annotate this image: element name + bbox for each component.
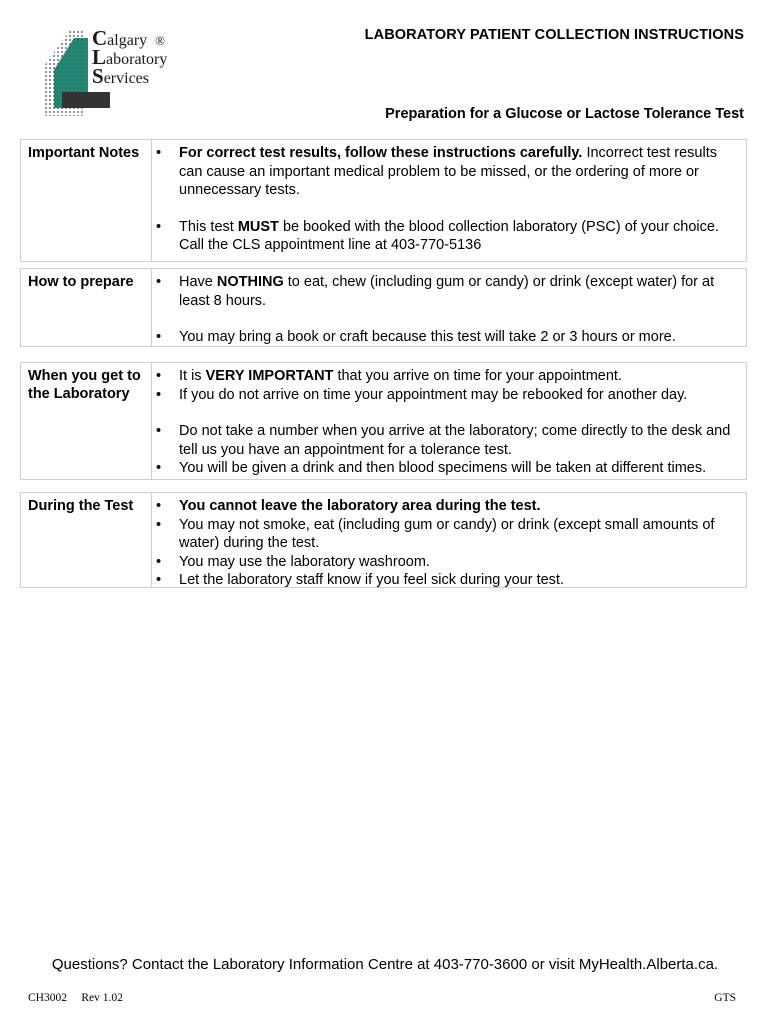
section-during-the-test bbox=[20, 492, 747, 588]
column-divider bbox=[151, 363, 152, 479]
bullet-icon: • bbox=[156, 368, 162, 384]
section-important-notes bbox=[20, 139, 747, 262]
list-item: • Have NOTHING to eat, chew (including gum or candy) or drink (except water) for at least 8 hours. bbox=[156, 274, 715, 309]
list-item: • Do not take a number when you arrive at the laboratory; come directly to the desk and tell us you have an appointment for a tolerance test. bbox=[156, 423, 731, 458]
logo-line-calgary: Calgary ® bbox=[92, 26, 166, 50]
bullet-icon: • bbox=[156, 572, 162, 588]
column-divider bbox=[151, 140, 152, 261]
bullet-icon: • bbox=[156, 218, 162, 235]
list-item: • You may bring a book or craft because this test will take 2 or 3 hours or more. bbox=[156, 329, 676, 345]
section-body bbox=[153, 497, 742, 590]
section-body bbox=[153, 273, 742, 347]
column-divider bbox=[151, 269, 152, 346]
list-item: • You cannot leave the laboratory area during the test. bbox=[156, 498, 541, 514]
form-code: CH3002 Rev 1.02 bbox=[28, 992, 123, 1004]
list-item: • If you do not arrive on time your appointment may be rebooked for another day. bbox=[156, 386, 688, 403]
section-label: When you get to the Laboratory bbox=[28, 368, 141, 402]
document-title: LABORATORY PATIENT COLLECTION INSTRUCTIONS bbox=[364, 27, 744, 43]
list-item: • This test MUST be booked with the blood collection laboratory (PSC) of your choice. Call the CLS appointment line at 403-770-5136 bbox=[156, 218, 719, 253]
author-initials: GTS bbox=[714, 992, 736, 1004]
section-body bbox=[153, 144, 742, 255]
section-how-to-prepare bbox=[20, 268, 747, 347]
cls-logo-wordmark bbox=[92, 26, 168, 88]
section-label: How to prepare bbox=[28, 274, 134, 290]
list-item: • You may use the laboratory washroom. bbox=[156, 553, 430, 570]
bullet-icon: • bbox=[156, 423, 162, 439]
list-item: • Let the laboratory staff know if you feel sick during your test. bbox=[156, 572, 564, 588]
logo-line-services: Services bbox=[92, 64, 149, 88]
column-divider bbox=[151, 493, 152, 587]
bullet-icon: • bbox=[156, 460, 162, 476]
section-label: During the Test bbox=[28, 498, 134, 514]
bullet-icon: • bbox=[156, 386, 162, 403]
list-item: • You will be given a drink and then blood specimens will be taken at different times. bbox=[156, 460, 707, 476]
logo-line-laboratory: Laboratory bbox=[92, 45, 168, 69]
list-item: • It is VERY IMPORTANT that you arrive on time for your appointment. bbox=[156, 368, 622, 384]
section-label: Important Notes bbox=[28, 145, 140, 161]
list-item: • For correct test results, follow these instructions carefully. Incorrect test results can cause an important medical problem to be missed, or the ordering of more or unnecessary tests. bbox=[156, 145, 717, 198]
document-subtitle: Preparation for a Glucose or Lactose Tolerance Test bbox=[385, 106, 744, 122]
section-body bbox=[153, 367, 742, 478]
questions-contact-line: Questions? Contact the Laboratory Information Centre at 403-770-3600 or visit MyHealth.Alberta.ca. bbox=[51, 956, 719, 973]
bullet-icon: • bbox=[156, 329, 162, 345]
bullet-icon: • bbox=[156, 516, 162, 533]
cls-logo bbox=[40, 26, 180, 116]
bullet-icon: • bbox=[156, 274, 162, 290]
bullet-icon: • bbox=[156, 498, 162, 514]
bullet-icon: • bbox=[156, 145, 162, 161]
section-when-you-get-to-lab bbox=[20, 362, 747, 480]
bullet-icon: • bbox=[156, 553, 162, 570]
list-item: • You may not smoke, eat (including gum or candy) or drink (except small amounts of water) during the test. bbox=[156, 516, 715, 551]
